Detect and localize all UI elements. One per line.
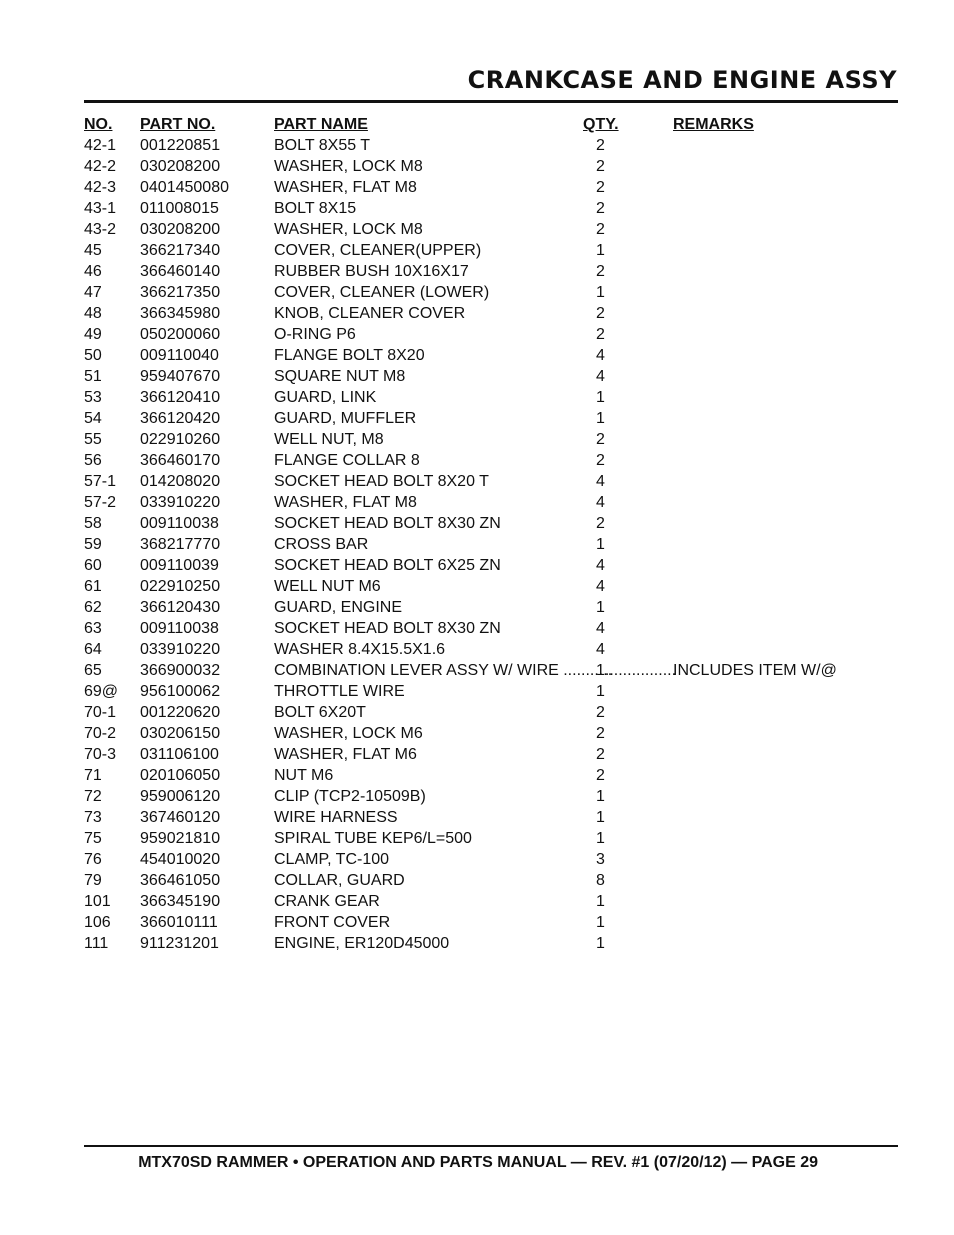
cell-qty: 2 — [596, 263, 605, 280]
cell-no: 54 — [84, 410, 102, 427]
cell-part-name: WIRE HARNESS — [274, 809, 398, 826]
table-row — [84, 156, 898, 177]
cell-no: 42-1 — [84, 137, 117, 154]
cell-no: 42-2 — [84, 158, 117, 175]
cell-qty: 2 — [596, 725, 605, 742]
cell-part-no: 366345980 — [140, 305, 221, 322]
table-header — [84, 114, 898, 135]
cell-no: 48 — [84, 305, 102, 322]
cell-qty: 2 — [596, 221, 605, 238]
cell-no: 70-3 — [84, 746, 117, 763]
cell-part-no: 030208200 — [140, 158, 221, 175]
cell-part-name: COMBINATION LEVER ASSY W/ WIRE ........... — [274, 662, 613, 679]
cell-qty: 1 — [596, 284, 605, 301]
cell-part-no: 0401450080 — [140, 179, 229, 196]
cell-qty: 2 — [596, 305, 605, 322]
cell-qty: 2 — [596, 179, 605, 196]
cell-no: 60 — [84, 557, 102, 574]
cell-no: 70-1 — [84, 704, 117, 721]
table-row — [84, 681, 898, 702]
table-row — [84, 639, 898, 660]
cell-qty: 4 — [596, 368, 605, 385]
cell-qty: 4 — [596, 473, 605, 490]
cell-no: 69@ — [84, 683, 119, 700]
cell-part-name: CROSS BAR — [274, 536, 369, 553]
header-no: NO. — [84, 116, 113, 133]
page-title: CRANKCASE AND ENGINE ASSY — [467, 66, 897, 94]
cell-qty: 2 — [596, 452, 605, 469]
table-row — [84, 324, 898, 345]
cell-part-name: WASHER, FLAT M8 — [274, 494, 417, 511]
cell-qty: 2 — [596, 767, 605, 784]
table-row — [84, 870, 898, 891]
cell-part-name: CRANK GEAR — [274, 893, 380, 910]
cell-qty: 1 — [596, 389, 605, 406]
cell-part-name: ENGINE, ER120D45000 — [274, 935, 450, 952]
cell-no: 43-1 — [84, 200, 117, 217]
cell-qty: 1 — [596, 683, 605, 700]
table-row — [84, 891, 898, 912]
table-row — [84, 828, 898, 849]
header-part-name: PART NAME — [274, 116, 368, 133]
cell-qty: 2 — [596, 326, 605, 343]
cell-no: 57-1 — [84, 473, 117, 490]
cell-no: 106 — [84, 914, 111, 931]
cell-qty: 1 — [596, 410, 605, 427]
cell-no: 51 — [84, 368, 102, 385]
cell-part-no: 009110039 — [140, 557, 219, 574]
cell-no: 49 — [84, 326, 102, 343]
cell-part-no: 030206150 — [140, 725, 221, 742]
cell-part-no: 911231201 — [140, 935, 219, 952]
cell-part-name: BOLT 6X20T — [274, 704, 366, 721]
cell-part-name: FLANGE COLLAR 8 — [274, 452, 420, 469]
table-row — [84, 261, 898, 282]
cell-part-name: FRONT COVER — [274, 914, 391, 931]
cell-part-name: WASHER, LOCK M8 — [274, 158, 423, 175]
cell-part-name: SPIRAL TUBE KEP6/L=500 — [274, 830, 472, 847]
cell-part-no: 014208020 — [140, 473, 221, 490]
cell-part-name: WELL NUT, M8 — [274, 431, 384, 448]
cell-part-name: COVER, CLEANER(UPPER) — [274, 242, 482, 259]
cell-part-name: WASHER, LOCK M8 — [274, 221, 423, 238]
cell-part-no: 366120410 — [140, 389, 221, 406]
header-rule — [84, 100, 898, 103]
cell-qty: 1 — [596, 242, 605, 259]
cell-no: 111 — [84, 935, 109, 952]
cell-part-name: BOLT 8X15 — [274, 200, 357, 217]
cell-qty: 4 — [596, 578, 605, 595]
table-row — [84, 723, 898, 744]
cell-part-no: 454010020 — [140, 851, 221, 868]
cell-part-name: RUBBER BUSH 10X16X17 — [274, 263, 469, 280]
cell-part-no: 366900032 — [140, 662, 221, 679]
cell-part-name: NUT M6 — [274, 767, 334, 784]
cell-part-no: 009110040 — [140, 347, 219, 364]
table-row — [84, 702, 898, 723]
table-row — [84, 198, 898, 219]
cell-part-name: KNOB, CLEANER COVER — [274, 305, 466, 322]
cell-no: 62 — [84, 599, 102, 616]
cell-no: 57-2 — [84, 494, 117, 511]
cell-qty: 1 — [596, 599, 605, 616]
cell-qty: 2 — [596, 746, 605, 763]
cell-qty: 2 — [596, 515, 605, 532]
cell-qty: 1 — [596, 788, 605, 805]
cell-no: 75 — [84, 830, 102, 847]
cell-part-no: 022910260 — [140, 431, 221, 448]
cell-part-name: WASHER, FLAT M6 — [274, 746, 417, 763]
cell-part-no: 366120420 — [140, 410, 221, 427]
cell-qty: 1 — [596, 830, 605, 847]
cell-part-name: WASHER, FLAT M8 — [274, 179, 417, 196]
parts-table — [84, 114, 898, 954]
cell-part-no: 001220851 — [140, 137, 221, 154]
cell-part-name: FLANGE BOLT 8X20 — [274, 347, 425, 364]
footer-rule — [84, 1145, 898, 1147]
cell-qty: 2 — [596, 704, 605, 721]
table-row — [84, 534, 898, 555]
cell-qty: 4 — [596, 347, 605, 364]
table-row — [84, 912, 898, 933]
cell-part-name: WASHER, LOCK M6 — [274, 725, 423, 742]
cell-qty: 8 — [596, 872, 605, 889]
cell-part-no: 367460120 — [140, 809, 221, 826]
cell-part-no: 366217340 — [140, 242, 221, 259]
cell-part-name: THROTTLE WIRE — [274, 683, 405, 700]
table-row — [84, 345, 898, 366]
cell-no: 42-3 — [84, 179, 117, 196]
page-footer: MTX70SD RAMMER • OPERATION AND PARTS MANUAL — REV. #1 (07/20/12) — PAGE 29 — [138, 1154, 818, 1171]
table-body — [84, 135, 898, 954]
cell-part-name: GUARD, LINK — [274, 389, 377, 406]
cell-part-no: 366460170 — [140, 452, 221, 469]
cell-part-no: 366460140 — [140, 263, 221, 280]
table-row — [84, 450, 898, 471]
cell-qty: 2 — [596, 431, 605, 448]
cell-part-name: SOCKET HEAD BOLT 8X30 ZN — [274, 620, 501, 637]
cell-qty: 1................ — [596, 662, 677, 679]
cell-qty: 2 — [596, 137, 605, 154]
cell-part-no: 366345190 — [140, 893, 221, 910]
table-row — [84, 765, 898, 786]
table-row — [84, 849, 898, 870]
cell-part-no: 368217770 — [140, 536, 221, 553]
table-row — [84, 177, 898, 198]
cell-part-no: 959006120 — [140, 788, 221, 805]
cell-part-name: SOCKET HEAD BOLT 8X20 T — [274, 473, 489, 490]
cell-part-name: SOCKET HEAD BOLT 8X30 ZN — [274, 515, 501, 532]
cell-qty: 2 — [596, 158, 605, 175]
cell-part-name: O-RING P6 — [274, 326, 356, 343]
table-row — [84, 555, 898, 576]
table-row — [84, 219, 898, 240]
cell-part-name: COVER, CLEANER (LOWER) — [274, 284, 490, 301]
cell-part-no: 033910220 — [140, 494, 221, 511]
cell-part-name: CLAMP, TC-100 — [274, 851, 390, 868]
cell-part-no: 031106100 — [140, 746, 219, 763]
cell-part-no: 011008015 — [140, 200, 219, 217]
table-row — [84, 303, 898, 324]
cell-no: 53 — [84, 389, 102, 406]
cell-no: 101 — [84, 893, 111, 910]
cell-part-no: 366010111 — [140, 914, 218, 931]
cell-no: 64 — [84, 641, 102, 658]
cell-no: 71 — [84, 767, 102, 784]
cell-part-no: 956100062 — [140, 683, 221, 700]
cell-qty: 4 — [596, 620, 605, 637]
cell-qty: 3 — [596, 851, 605, 868]
cell-part-no: 009110038 — [140, 620, 219, 637]
cell-part-no: 033910220 — [140, 641, 221, 658]
cell-qty: 1 — [596, 914, 605, 931]
cell-qty: 4 — [596, 641, 605, 658]
header-part-no: PART NO. — [140, 116, 216, 133]
table-row — [84, 471, 898, 492]
cell-no: 63 — [84, 620, 102, 637]
cell-part-no: 001220620 — [140, 704, 221, 721]
cell-part-name: SQUARE NUT M8 — [274, 368, 406, 385]
cell-part-no: 366217350 — [140, 284, 221, 301]
cell-part-no: 050200060 — [140, 326, 221, 343]
table-row — [84, 387, 898, 408]
cell-part-name: SOCKET HEAD BOLT 6X25 ZN — [274, 557, 501, 574]
table-row — [84, 135, 898, 156]
cell-part-no: 959021810 — [140, 830, 221, 847]
table-row — [84, 933, 898, 954]
cell-no: 55 — [84, 431, 102, 448]
header-qty: QTY. — [583, 116, 619, 133]
cell-part-no: 009110038 — [140, 515, 219, 532]
cell-no: 61 — [84, 578, 102, 595]
table-row — [84, 744, 898, 765]
cell-no: 76 — [84, 851, 102, 868]
cell-qty: 1 — [596, 935, 605, 952]
cell-part-name: COLLAR, GUARD — [274, 872, 405, 889]
table-row — [84, 408, 898, 429]
cell-no: 79 — [84, 872, 102, 889]
cell-no: 50 — [84, 347, 102, 364]
cell-part-no: 030208200 — [140, 221, 221, 238]
cell-part-no: 022910250 — [140, 578, 221, 595]
cell-part-name: BOLT 8X55 T — [274, 137, 371, 154]
table-row — [84, 366, 898, 387]
table-row — [84, 597, 898, 618]
table-row — [84, 786, 898, 807]
table-row — [84, 807, 898, 828]
cell-no: 46 — [84, 263, 102, 280]
cell-no: 45 — [84, 242, 102, 259]
cell-part-name: WASHER 8.4X15.5X1.6 — [274, 641, 446, 658]
cell-part-no: 020106050 — [140, 767, 221, 784]
cell-no: 73 — [84, 809, 102, 826]
cell-qty: 4 — [596, 557, 605, 574]
cell-qty: 1 — [596, 809, 605, 826]
cell-no: 47 — [84, 284, 102, 301]
cell-qty: 1 — [596, 536, 605, 553]
table-row — [84, 660, 898, 681]
table-row — [84, 492, 898, 513]
cell-no: 58 — [84, 515, 102, 532]
table-row — [84, 240, 898, 261]
cell-qty: 1 — [596, 893, 605, 910]
table-row — [84, 576, 898, 597]
cell-no: 72 — [84, 788, 102, 805]
cell-no: 59 — [84, 536, 102, 553]
cell-no: 65 — [84, 662, 102, 679]
header-remarks: REMARKS — [673, 116, 754, 133]
cell-part-no: 959407670 — [140, 368, 221, 385]
cell-part-name: GUARD, MUFFLER — [274, 410, 417, 427]
cell-no: 43-2 — [84, 221, 117, 238]
cell-part-no: 366461050 — [140, 872, 221, 889]
cell-no: 70-2 — [84, 725, 117, 742]
cell-qty: 4 — [596, 494, 605, 511]
table-row — [84, 618, 898, 639]
cell-no: 56 — [84, 452, 102, 469]
cell-qty: 2 — [596, 200, 605, 217]
table-row — [84, 513, 898, 534]
table-row — [84, 282, 898, 303]
cell-part-name: CLIP (TCP2-10509B) — [274, 788, 426, 805]
cell-remarks: INCLUDES ITEM W/@ — [673, 662, 837, 679]
cell-part-name: WELL NUT M6 — [274, 578, 381, 595]
cell-part-no: 366120430 — [140, 599, 221, 616]
cell-part-name: GUARD, ENGINE — [274, 599, 403, 616]
table-row — [84, 429, 898, 450]
